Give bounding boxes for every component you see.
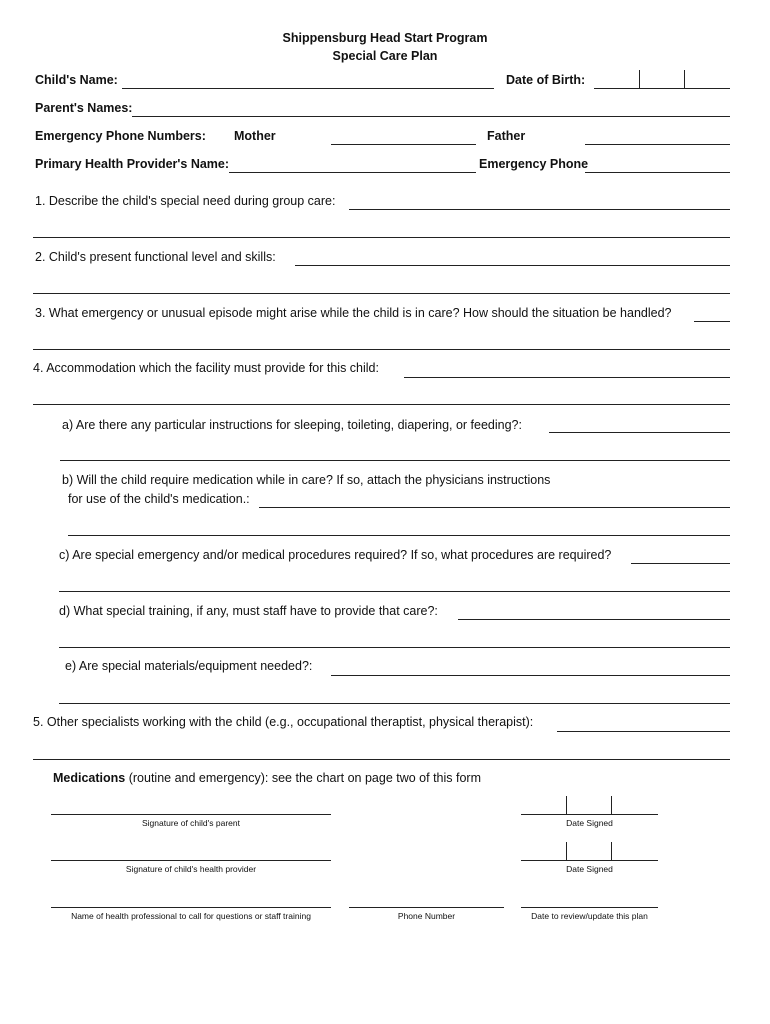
date-signed-label-1: Date Signed [566,818,613,828]
form-organization: Shippensburg Head Start Program [282,31,488,45]
parent-signature-line[interactable] [51,814,331,815]
question-1-answer-line[interactable] [349,209,730,210]
question-4c-answer-line[interactable] [631,563,730,564]
question-3: 3. What emergency or unusual episode might arise while the child is in care? How should the situation be handled? [35,306,672,320]
dob-separator-2 [684,70,685,88]
primary-health-provider-field[interactable] [229,172,476,173]
question-4: 4. Accommodation which the facility must provide for this child: [33,361,379,375]
medications-label: Medications [53,771,126,785]
health-professional-label: Name of health professional to call for questions or staff training [71,911,311,921]
father-phone-field[interactable] [585,144,730,145]
date-separator-1a [566,796,567,814]
date-separator-2b [611,842,612,860]
question-4d: d) What special training, if any, must staff have to provide that care?: [59,604,438,618]
medications-text: (routine and emergency): see the chart on page two of this form [125,771,481,785]
emergency-phone-label: Emergency Phone [479,157,589,171]
question-4e-answer-line-2[interactable] [59,703,730,704]
question-4e-answer-line[interactable] [331,675,730,676]
medications-note [53,771,481,785]
provider-signature-line[interactable] [51,860,331,861]
question-2-answer-line[interactable] [295,265,730,266]
health-professional-line[interactable] [51,907,331,908]
question-4c-answer-line-2[interactable] [59,591,730,592]
question-4c: c) Are special emergency and/or medical procedures required? If so, what procedures are required? [59,548,612,562]
question-5: 5. Other specialists working with the child (e.g., occupational theraptist, physical therapist): [33,715,534,729]
question-4-answer-line-2[interactable] [33,404,730,405]
question-4a-answer-line[interactable] [549,432,730,433]
question-2-answer-line-2[interactable] [33,293,730,294]
parent-signature-label: Signature of child's parent [141,818,240,828]
mother-label: Mother [234,129,276,143]
question-5-answer-line-2[interactable] [33,759,730,760]
parents-names-label: Parent's Names: [35,101,133,115]
childs-name-label: Child's Name: [35,73,118,87]
question-4e: e) Are special materials/equipment needed?: [65,659,313,673]
date-of-birth-field[interactable] [594,88,730,89]
review-date-label: Date to review/update this plan [531,911,648,921]
date-of-birth-label: Date of Birth: [506,73,586,87]
mother-phone-field[interactable] [331,144,476,145]
emergency-phone-numbers-label: Emergency Phone Numbers: [35,129,206,143]
form-title: Special Care Plan [332,49,438,63]
question-4b-answer-line-2[interactable] [68,535,730,536]
date-signed-label-2: Date Signed [566,864,613,874]
date-signed-line-1[interactable] [521,814,658,815]
question-4b-answer-line[interactable] [259,507,730,508]
question-4d-answer-line-2[interactable] [59,647,730,648]
question-4b-line-2: for use of the child's medication.: [68,492,250,506]
question-4d-answer-line[interactable] [458,619,730,620]
date-signed-line-2[interactable] [521,860,658,861]
review-date-line[interactable] [521,907,658,908]
father-label: Father [487,129,526,143]
question-4a-answer-line-2[interactable] [60,460,730,461]
emergency-phone-field[interactable] [585,172,730,173]
question-2: 2. Child's present functional level and skills: [35,250,276,264]
question-4-answer-line[interactable] [404,377,730,378]
phone-number-line[interactable] [349,907,504,908]
phone-number-label: Phone Number [397,911,456,921]
question-4a: a) Are there any particular instructions for sleeping, toileting, diapering, or feeding?: [62,418,522,432]
primary-health-provider-label: Primary Health Provider's Name: [35,157,230,171]
question-4b-line-1: b) Will the child require medication while in care? If so, attach the physicians instructions [62,473,551,487]
date-separator-2a [566,842,567,860]
question-1: 1. Describe the child's special need during group care: [35,194,336,208]
question-1-answer-line-2[interactable] [33,237,730,238]
question-3-answer-line-2[interactable] [33,349,730,350]
provider-signature-label: Signature of child's health provider [125,864,257,874]
dob-separator-1 [639,70,640,88]
childs-name-field[interactable] [122,88,494,89]
question-3-answer-line[interactable] [694,321,730,322]
date-separator-1b [611,796,612,814]
question-5-answer-line[interactable] [557,731,730,732]
parents-names-field[interactable] [132,116,730,117]
